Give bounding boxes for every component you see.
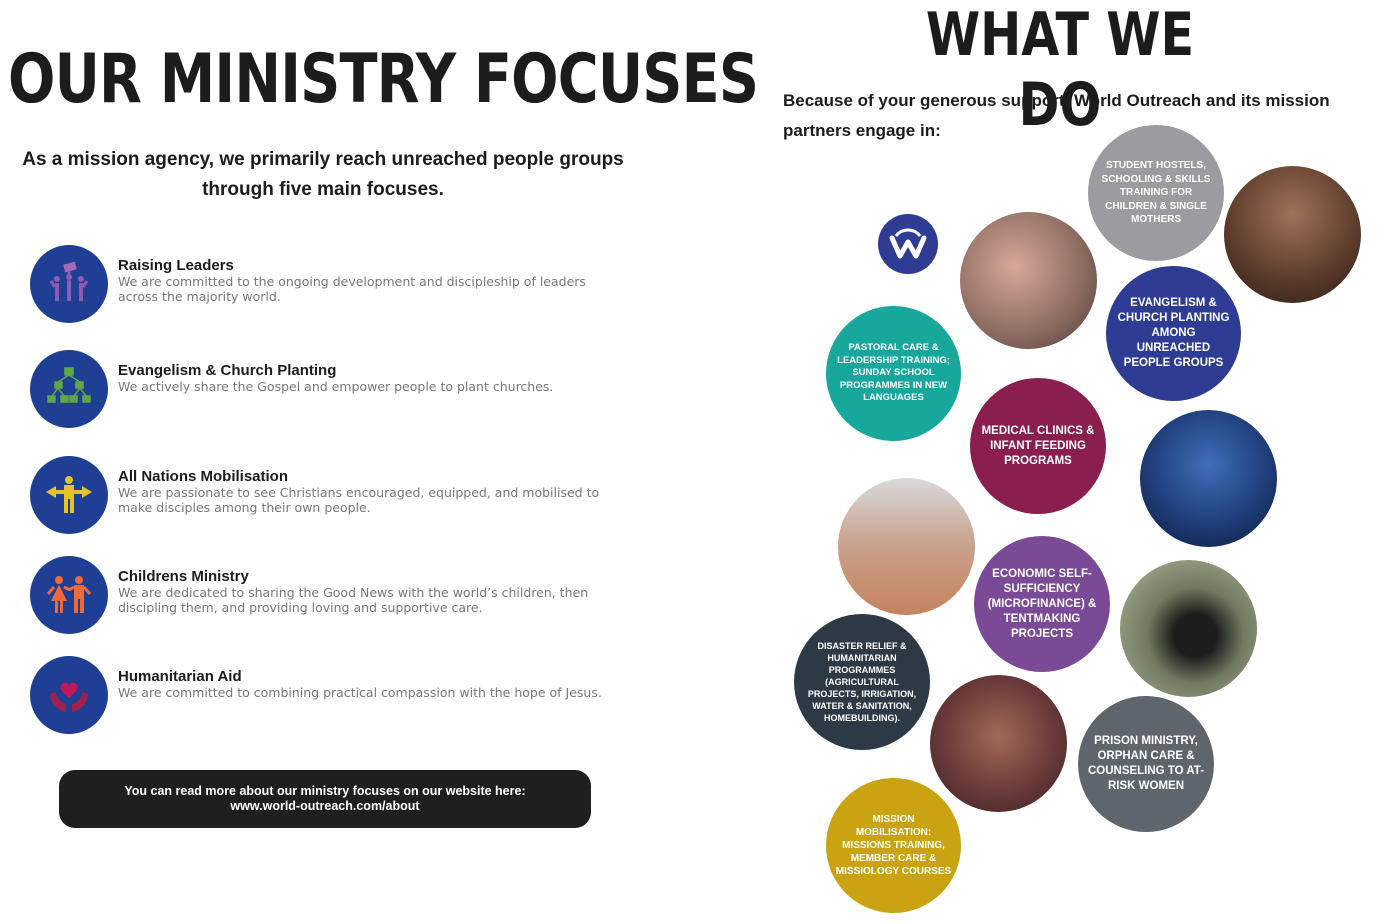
- focus-description: We are passionate to see Christians encouraged, equipped, and mobilised to make disciples among their own people.: [118, 485, 600, 515]
- photo-bible-circle: [1120, 560, 1257, 697]
- mobilise-icon: [30, 456, 108, 534]
- circle-medical-clinics: [970, 378, 1106, 514]
- focus-description: We are committed to combining practical compassion with the hope of Jesus.: [118, 685, 602, 700]
- children-icon: [30, 556, 108, 634]
- circle-pastoral-care: [826, 306, 961, 441]
- circle-label: DISASTER RELIEF & HUMANITARIAN PROGRAMMES (AGRICULTURAL PROJECTS, IRRIGATION, WATER & SANITATION, HOMEBUILDING).: [807, 641, 917, 723]
- photo-worship-circle: [1140, 410, 1277, 547]
- ministry-subtitle: As a mission agency, we primarily reach unreached people groups through five main focuses.: [22, 149, 624, 200]
- focus-item-all-nations: [30, 456, 630, 536]
- focus-item-humanitarian-aid: [30, 656, 630, 736]
- website-callout: [59, 770, 591, 828]
- world-outreach-logo: [878, 214, 938, 274]
- focus-item-evangelism: [30, 350, 630, 430]
- circle-label: EVANGELISM & CHURCH PLANTING AMONG UNREACHED PEOPLE GROUPS: [1117, 297, 1230, 369]
- circle-label: PASTORAL CARE & LEADERSHIP TRAINING; SUNDAY SCHOOL PROGRAMMES IN NEW LANGUAGES: [837, 342, 950, 404]
- leaders-icon: [30, 245, 108, 323]
- page-title-ministry-focuses: OUR MINISTRY FOCUSES: [8, 40, 759, 119]
- focus-title: Evangelism & Church Planting: [118, 362, 337, 379]
- circle-student-hostels: [1088, 125, 1224, 261]
- hands-heart-icon: [30, 656, 108, 734]
- focus-title: Raising Leaders: [118, 257, 234, 274]
- circle-label: MEDICAL CLINICS & INFANT FEEDING PROGRAMS: [981, 424, 1095, 467]
- network-icon: [30, 350, 108, 428]
- focus-description: We are dedicated to sharing the Good News with the world’s children, then discipling them, and providing loving and supportive care.: [118, 585, 589, 615]
- circle-label: ECONOMIC SELF-SUFFICIENCY (MICROFINANCE) & TENTMAKING PROJECTS: [987, 567, 1097, 640]
- photo-water-carriers-circle: [838, 478, 975, 615]
- website-link[interactable]: www.world-outreach.com/about: [230, 799, 420, 813]
- circle-prison-ministry: [1078, 696, 1214, 832]
- focus-title: Humanitarian Aid: [118, 668, 242, 685]
- focus-description: We actively share the Gospel and empower people to plant churches.: [118, 379, 554, 394]
- circle-label: MISSION MOBILISATION: MISSIONS TRAINING, MEMBER CARE & MISSIOLOGY COURSES: [835, 814, 952, 877]
- focus-title: All Nations Mobilisation: [118, 468, 289, 485]
- intro-text: Because of your generous support, World Outreach and its mission partners engage in:: [783, 91, 1330, 140]
- focus-description: We are committed to the ongoing development and discipleship of leaders across the majority world.: [118, 274, 586, 304]
- photo-hands-circle: [960, 212, 1097, 349]
- circle-label: PRISON MINISTRY, ORPHAN CARE & COUNSELING TO AT-RISK WOMEN: [1087, 735, 1205, 792]
- focus-title: Childrens Ministry: [118, 568, 249, 585]
- callout-text: You can read more about our ministry focuses on our website here:: [124, 784, 526, 798]
- focus-item-raising-leaders: [30, 245, 630, 325]
- photo-children-circle: [1224, 166, 1361, 303]
- circle-disaster-relief: [794, 614, 930, 750]
- focus-item-childrens-ministry: [30, 556, 630, 636]
- circle-label: STUDENT HOSTELS, SCHOOLING & SKILLS TRAINING FOR CHILDREN & SINGLE MOTHERS: [1101, 160, 1211, 226]
- circle-evangelism: [1106, 266, 1241, 401]
- circle-economic: [974, 536, 1110, 672]
- photo-girls-circle: [930, 675, 1067, 812]
- page-title-what-we-do: WHAT WE DO: [925, 0, 1195, 140]
- circle-mission-mobilisation: [826, 778, 961, 913]
